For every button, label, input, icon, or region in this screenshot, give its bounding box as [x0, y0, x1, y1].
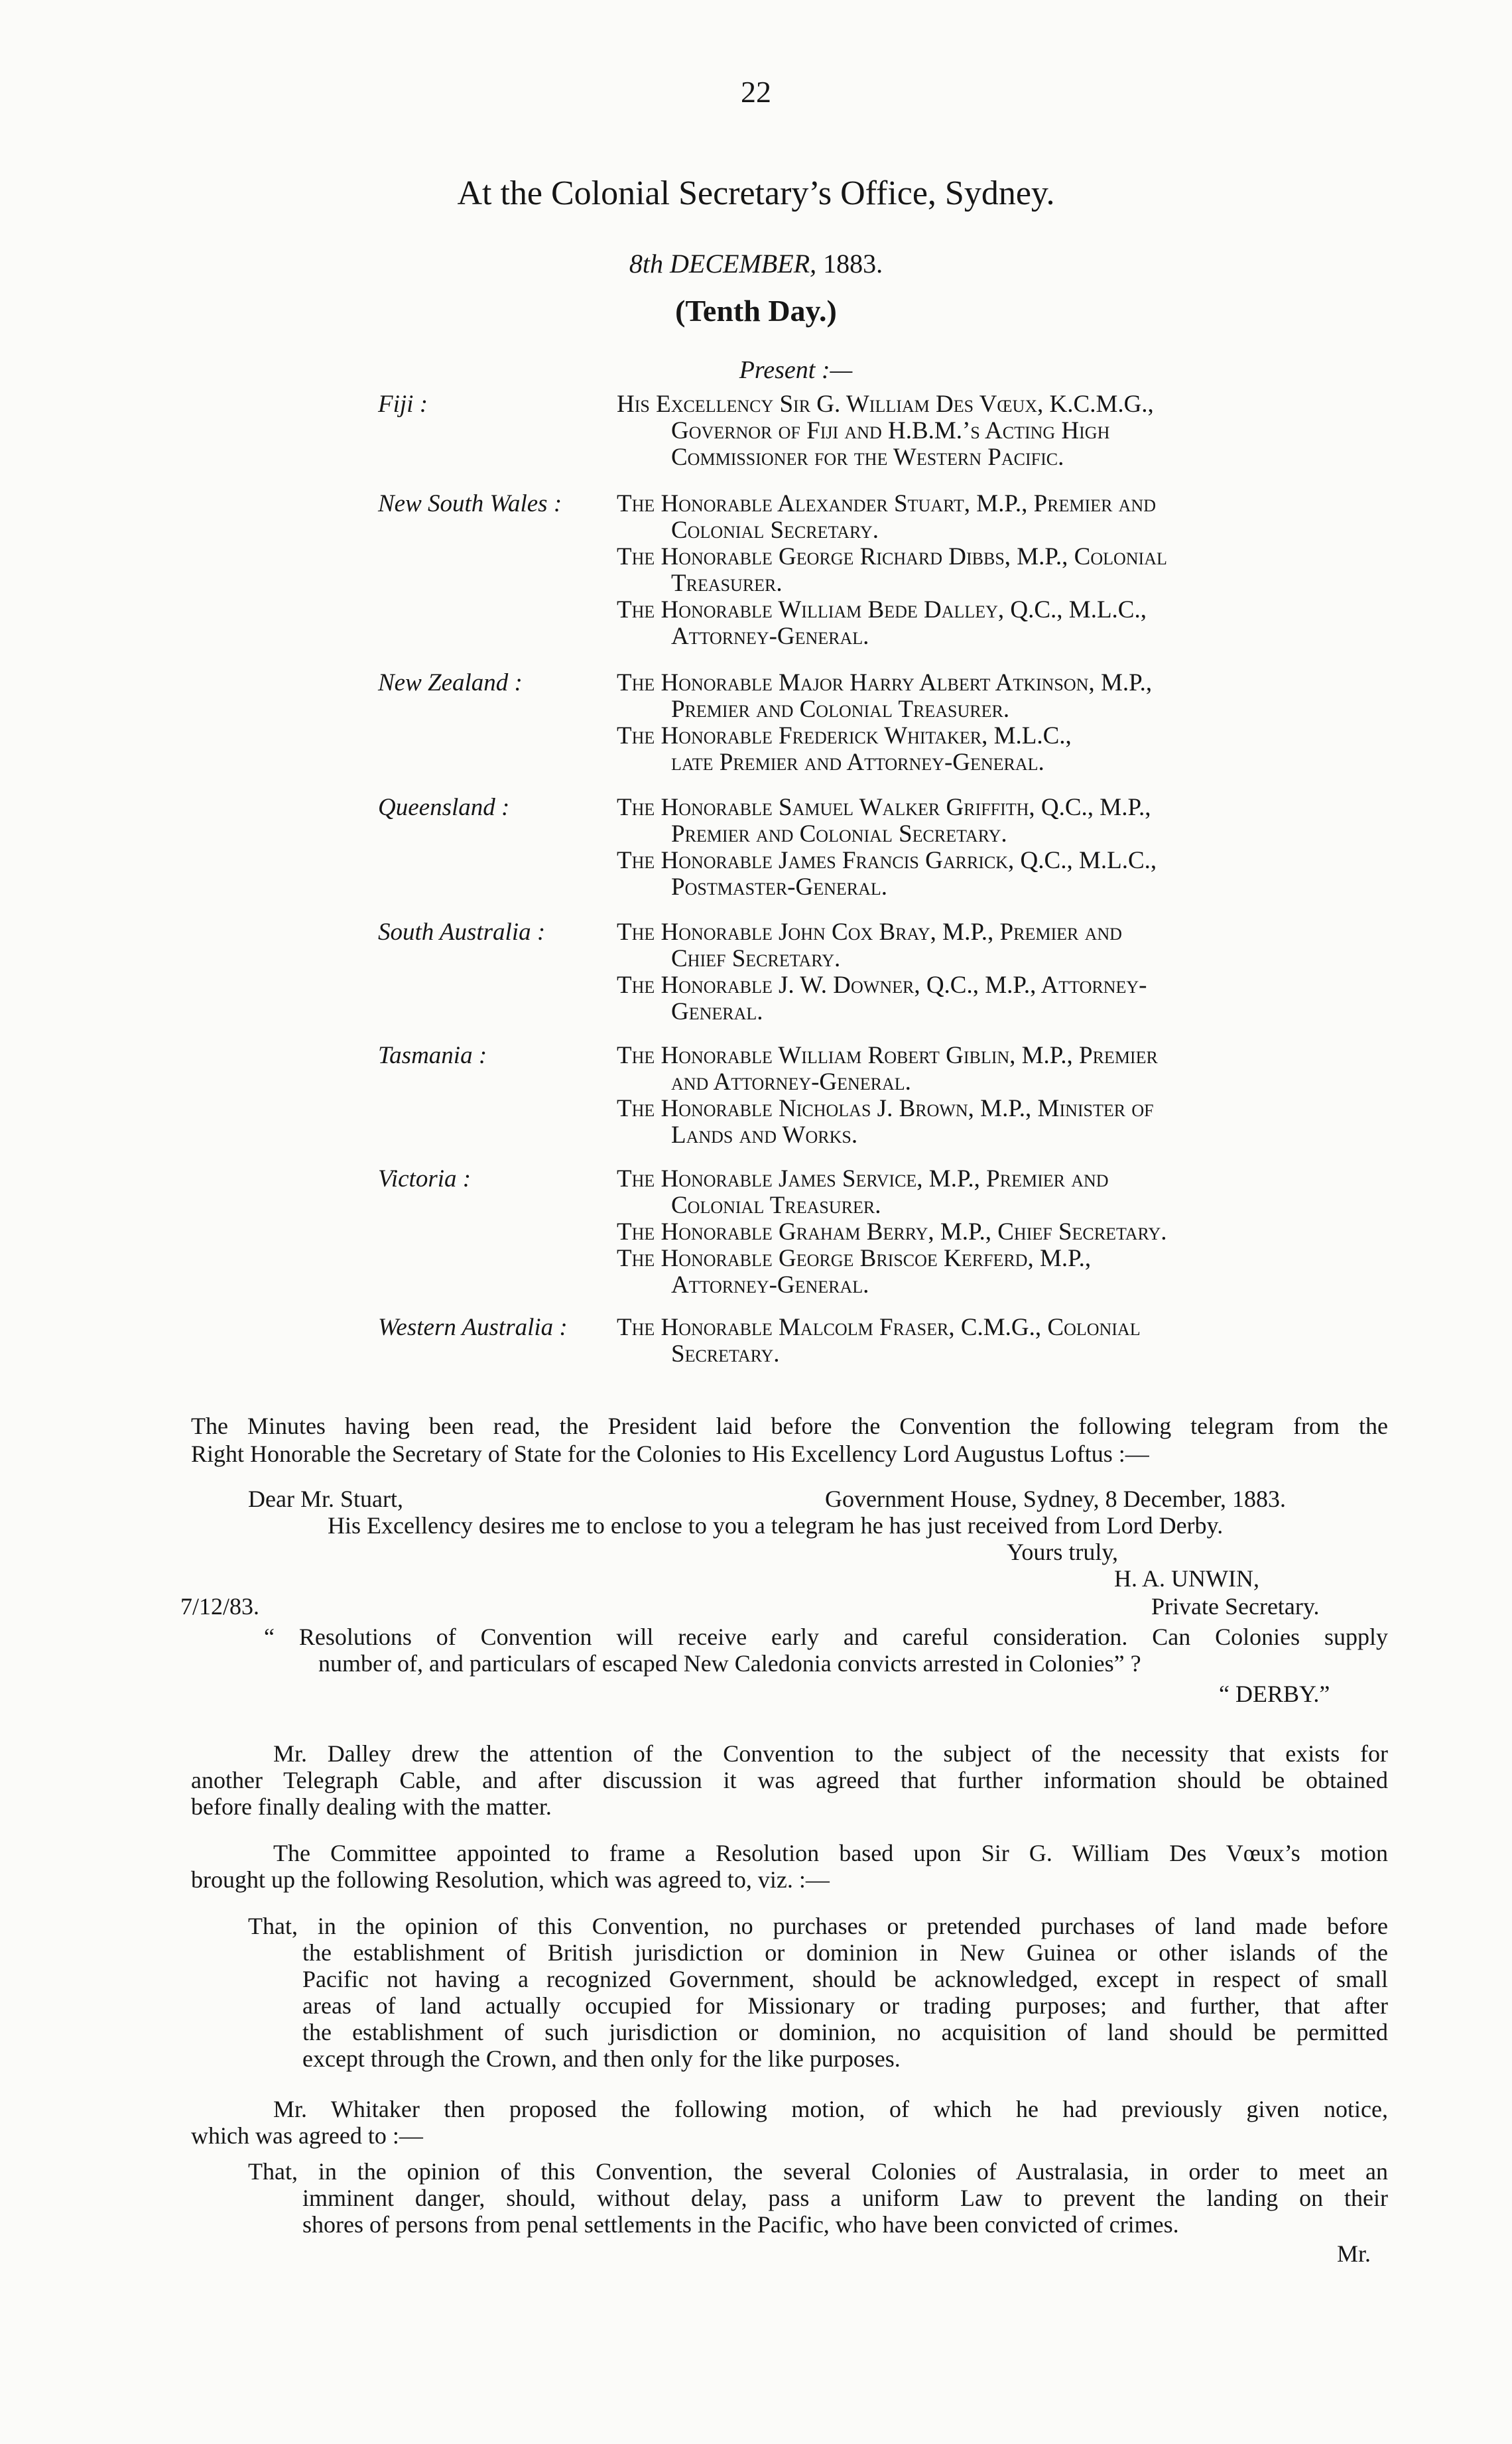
member-line: Colonial Treasurer. — [671, 1192, 881, 1219]
member-line: Attorney-General. — [671, 623, 869, 650]
member-line: His Excellency Sir G. William Des Vœux, K.C.M.G., — [617, 391, 1154, 418]
text-line: the establishment of British jurisdiction or dominion in New Guinea or other islands of the — [302, 1939, 1388, 1966]
member-line: and Attorney-General. — [671, 1068, 911, 1096]
member-line: The Honorable Malcolm Fraser, C.M.G., Colonial — [617, 1314, 1141, 1341]
member-line: Governor of Fiji and H.B.M.’s Acting High — [671, 417, 1110, 444]
member-line: The Honorable Frederick Whitaker, M.L.C., — [617, 722, 1072, 749]
member-line: Secretary. — [671, 1340, 780, 1368]
text-line: imminent danger, should, without delay, pass a uniform Law to prevent the landing on their — [302, 2185, 1388, 2211]
text-line: shores of persons from penal settlements in the Pacific, who have been convicted of crimes. — [302, 2211, 1179, 2238]
text-line: areas of land actually occupied for Missionary or trading purposes; and further, that after — [302, 1992, 1388, 2019]
colony-name: Tasmania : — [378, 1042, 487, 1069]
colony-name: Fiji : — [378, 391, 428, 418]
member-line: The Honorable John Cox Bray, M.P., Premier and — [617, 919, 1122, 946]
colony-name: Victoria : — [378, 1165, 472, 1192]
member-line: The Honorable Alexander Stuart, M.P., Premier and — [617, 490, 1156, 517]
text-line: number of, and particulars of escaped New Caledonia convicts arrested in Colonies” ? — [318, 1650, 1141, 1677]
member-lines — [617, 391, 1346, 471]
member-line: late Premier and Attorney-General. — [671, 749, 1044, 776]
member-lines — [617, 670, 1346, 776]
colony-name: South Australia : — [378, 919, 546, 946]
member-line: Lands and Works. — [671, 1122, 858, 1149]
text-line: except through the Crown, and then only for the like purposes. — [302, 2045, 901, 2072]
member-line: The Honorable William Bede Dalley, Q.C., M.L.C., — [617, 596, 1147, 623]
text-line: Mr. Dalley drew the attention of the Convention to the subject of the necessity that exists for — [273, 1740, 1388, 1767]
member-line: Colonial Secretary. — [671, 517, 879, 544]
member-line: Attorney-General. — [671, 1271, 869, 1299]
date-year: 1883. — [823, 249, 883, 279]
member-line: The Honorable Samuel Walker Griffith, Q.C., M.P., — [617, 794, 1151, 821]
letter-signature: H. A. UNWIN, — [1114, 1565, 1259, 1592]
letter-signatory-title: Private Secretary. — [1151, 1593, 1320, 1620]
text-line: The Minutes having been read, the President laid before the Convention the following telegram from the — [191, 1413, 1388, 1439]
member-lines — [617, 1043, 1346, 1149]
member-line: The Honorable William Robert Giblin, M.P., Premier — [617, 1042, 1158, 1069]
member-line: The Honorable Graham Berry, M.P., Chief Secretary. — [617, 1218, 1167, 1246]
letter-address: Government House, Sydney, 8 December, 1883. — [825, 1486, 1287, 1512]
member-line: The Honorable James Francis Garrick, Q.C., M.L.C., — [617, 847, 1157, 874]
member-line: The Honorable James Service, M.P., Premier and — [617, 1165, 1109, 1192]
text-line: another Telegraph Cable, and after discussion it was agreed that further information should be obtained — [191, 1767, 1388, 1793]
letter-body: His Excellency desires me to enclose to you a telegram he has just received from Lord Derby. — [328, 1512, 1224, 1539]
text-line: Pacific not having a recognized Government, should be acknowledged, except in respect of small — [302, 1966, 1388, 1992]
text-line: “ Resolutions of Convention will receive early and careful consideration. Can Colonies supply — [264, 1624, 1388, 1650]
text-line: the establishment of such jurisdiction or dominion, no acquisition of land should be permitted — [302, 2019, 1388, 2045]
colony-name: New Zealand : — [378, 669, 523, 696]
colony-name: Western Australia : — [378, 1314, 568, 1341]
member-lines — [617, 795, 1346, 901]
present-label: Present :— — [739, 356, 853, 384]
text-line: before finally dealing with the matter. — [191, 1793, 552, 1820]
text-line: The Committee appointed to frame a Resolution based upon Sir G. William Des Vœux’s motion — [273, 1840, 1388, 1866]
member-line: Chief Secretary. — [671, 945, 841, 972]
text-line: That, in the opinion of this Convention, no purchases or pretended purchases of land made before — [248, 1913, 1388, 1939]
catchword: Mr. — [1337, 2240, 1371, 2267]
member-line: The Honorable J. W. Downer, Q.C., M.P., Attorney- — [617, 972, 1147, 999]
text-line: brought up the following Resolution, which was agreed to, viz. :— — [191, 1866, 830, 1893]
letter-salutation: Dear Mr. Stuart, — [248, 1486, 403, 1512]
member-line: Postmaster-General. — [671, 873, 887, 901]
text-line: Right Honorable the Secretary of State for the Colonies to His Excellency Lord Augustus Loftus :— — [191, 1441, 1149, 1467]
member-line: General. — [671, 998, 763, 1025]
text-line: Mr. Whitaker then proposed the following motion, of which he had previously given notice, — [273, 2096, 1388, 2122]
letter-closing: Yours truly, — [1007, 1539, 1119, 1565]
date-day: 8th — [629, 249, 664, 279]
member-line: The Honorable George Briscoe Kerferd, M.P., — [617, 1245, 1092, 1272]
colony-name: Queensland : — [378, 794, 510, 821]
telegram-signature: “ DERBY.” — [1219, 1681, 1330, 1707]
member-line: The Honorable George Richard Dibbs, M.P., Colonial — [617, 543, 1167, 570]
member-line: The Honorable Major Harry Albert Atkinson, M.P., — [617, 669, 1153, 696]
text-line: which was agreed to :— — [191, 2122, 423, 2149]
meeting-date — [0, 248, 1512, 279]
letter-date: 7/12/83. — [180, 1593, 260, 1620]
member-line: Treasurer. — [671, 570, 783, 597]
member-line: The Honorable Nicholas J. Brown, M.P., Minister of — [617, 1095, 1154, 1122]
date-month: DECEMBER, — [670, 249, 817, 279]
member-lines — [617, 919, 1346, 1025]
page-title: At the Colonial Secretary’s Office, Sydney. — [457, 174, 1055, 212]
member-line: Premier and Colonial Secretary. — [671, 820, 1007, 848]
member-lines — [617, 491, 1346, 650]
member-lines — [617, 1315, 1346, 1368]
text-line: That, in the opinion of this Convention, the several Colonies of Australasia, in order to meet an — [248, 2158, 1388, 2185]
member-lines — [617, 1166, 1346, 1299]
session-day: (Tenth Day.) — [675, 294, 837, 328]
colony-name: New South Wales : — [378, 490, 562, 517]
page-number: 22 — [741, 75, 771, 109]
member-line: Premier and Colonial Treasurer. — [671, 696, 1010, 723]
member-line: Commissioner for the Western Pacific. — [671, 444, 1064, 471]
